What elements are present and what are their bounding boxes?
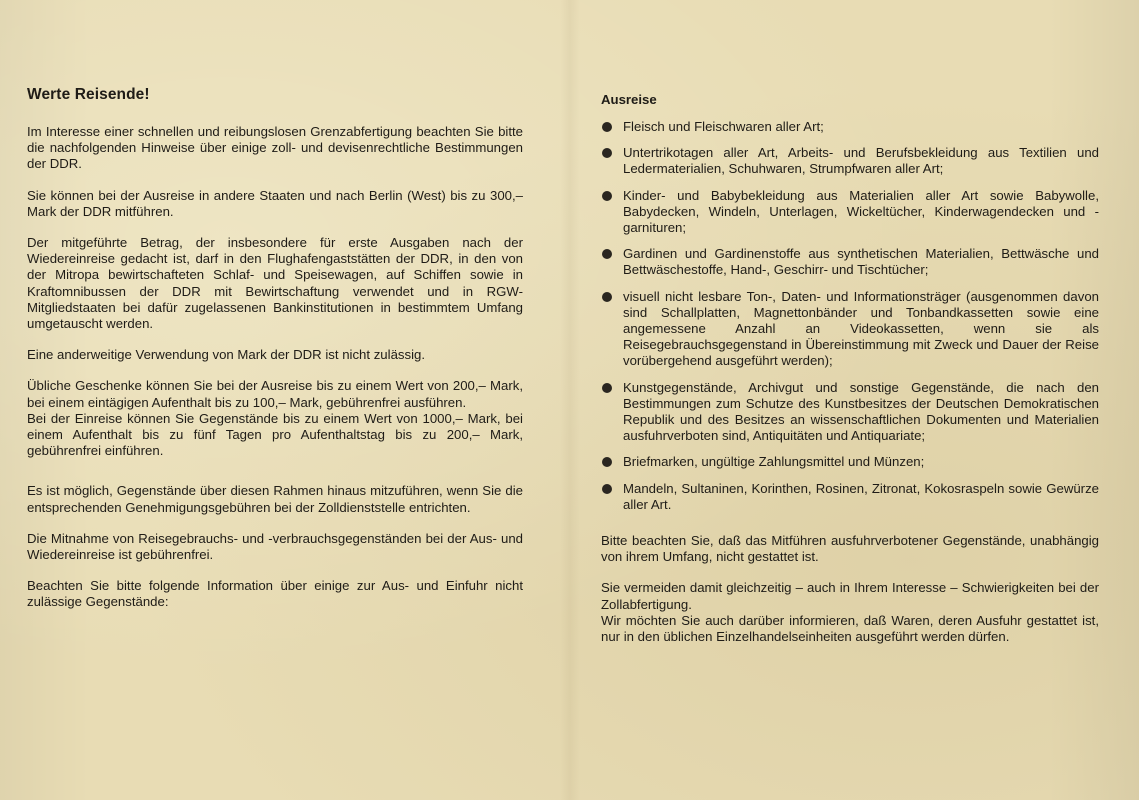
- currency-limit-paragraph: Sie können bei der Ausreise in andere Staaten und nach Berlin (West) bis zu 300,– Mark der DDR mitführen.: [27, 187, 523, 219]
- bullet-icon: [602, 148, 612, 158]
- list-item-text: Untertrikotagen aller Art, Arbeits- und Berufsbekleidung aus Textilien und Ledermaterialien, Schuhwaren, Strumpfwaren aller Art;: [623, 145, 1099, 177]
- list-item: [601, 454, 1099, 470]
- list-item-text: visuell nicht lesbare Ton-, Daten- und Informationsträger (ausgenommen davon sind Schallplatten, Magnettonbänder und Tonbandkassetten sowie eine angemessene Anzahl an Videokassetten, wenn sie als Reisegebrauchsgegenstand in Übereinstimmung mit Zweck und Dauer der Reise vorübergehend ausgeführt werden);: [623, 288, 1099, 369]
- permit-fees-paragraph: Es ist möglich, Gegenstände über diesen Rahmen hinaus mitzuführen, wenn Sie die entsprechenden Genehmigungsgebühren bei der Zolldienststelle entrichten.: [27, 483, 523, 515]
- list-item-text: Mandeln, Sultaninen, Korinthen, Rosinen, Zitronat, Kokosraspeln sowie Gewürze aller Art.: [623, 480, 1099, 512]
- list-item: [601, 188, 1099, 237]
- list-item: [601, 481, 1099, 513]
- list-item: [601, 145, 1099, 177]
- retail-units-paragraph: Wir möchten Sie auch darüber informieren, daß Waren, deren Ausfuhr gestattet ist, nur in den üblichen Einzelhandelseinheiten ausgeführt werden dürfen.: [601, 612, 1099, 645]
- list-item-text: Fleisch und Fleischwaren aller Art;: [623, 119, 824, 134]
- bullet-icon: [602, 191, 612, 201]
- page-fold: [560, 0, 580, 800]
- intro-paragraph: Im Interesse einer schnellen und reibungslosen Grenzabfertigung beachten Sie bitte die nachfolgenden Hinweise über einige zoll- und devisenrechtliche Bestimmungen der DDR.: [27, 124, 523, 172]
- bullet-icon: [602, 122, 612, 132]
- list-item-text: Kunstgegenstände, Archivgut und sonstige Gegenstände, die nach den Bestimmungen zum Schutze des Kunstbesitzes der Deutschen Demokratischen Republik und des Besitzes an wissenschaftlichen Dokumenten und Materialien ausfuhrverboten sind, Antiquitäten und Antiquariate;: [623, 379, 1099, 444]
- bullet-icon: [602, 249, 612, 259]
- currency-usage-paragraph: Der mitgeführte Betrag, der insbesondere für erste Ausgaben nach der Wiedereinreise gedacht ist, darf in den Flughafengaststätten der DDR, in den von der Mitropa bewirtschafteten Schlaf- und Speisewagen, auf Schiffen sowie in Kraftomnibussen der DDR mit Bewirtschaftung verwendet und in RGW-Mitgliedstaaten bei dafür zugelassenen Bankinstitutionen in bestimmtem Umfang umgetauscht werden.: [27, 235, 523, 332]
- bullet-icon: [602, 484, 612, 494]
- prohibited-intro-paragraph: Beachten Sie bitte folgende Information über einige zur Aus- und Einfuhr nicht zulässige Gegenstände:: [27, 578, 523, 610]
- list-item-text: Kinder- und Babybekleidung aus Materialien aller Art sowie Babywolle, Babydecken, Windeln, Unterlagen, Wickeltücher, Kinderwagendecken und -garnituren;: [623, 187, 1099, 236]
- list-item: [601, 246, 1099, 278]
- list-item-text: Gardinen und Gardinenstoffe aus synthetischen Materialien, Bettwäsche und Bettwäschestoffe, Hand-, Geschirr- und Tischtücher;: [623, 246, 1099, 278]
- bullet-icon: [602, 383, 612, 393]
- list-item: [601, 289, 1099, 370]
- right-column: [601, 92, 1099, 660]
- prohibited-items-list: [601, 119, 1099, 513]
- list-item-text: Briefmarken, ungültige Zahlungsmittel und Münzen;: [623, 454, 925, 470]
- gifts-import-paragraph: Bei der Einreise können Sie Gegenstände bis zu einem Wert von 1000,– Mark, bei einem Aufenthalt bis zu fünf Tagen pro Aufenthaltstag bis zu 200,– Mark, gebührenfrei einführen.: [27, 410, 523, 459]
- bullet-icon: [602, 457, 612, 467]
- export-ban-paragraph: Bitte beachten Sie, daß das Mitführen ausfuhrverbotener Gegenstände, unabhängig von ihrem Umfang, nicht gestattet ist.: [601, 533, 1099, 565]
- section-heading-ausreise: Ausreise: [601, 92, 657, 107]
- left-column: [27, 86, 523, 626]
- list-item: [601, 380, 1099, 445]
- travel-goods-paragraph: Die Mitnahme von Reisegebrauchs- und -verbrauchsgegenständen bei der Aus- und Wiedereinreise ist gebührenfrei.: [27, 530, 523, 563]
- list-item: [601, 119, 1099, 135]
- page-title: Werte Reisende!: [27, 86, 150, 103]
- bullet-icon: [602, 292, 612, 302]
- avoid-difficulties-paragraph: Sie vermeiden damit gleichzeitig – auch in Ihrem Interesse – Schwierigkeiten bei der Zollabfertigung.: [601, 580, 1099, 612]
- currency-restriction-paragraph: Eine anderweitige Verwendung von Mark der DDR ist nicht zulässig.: [27, 347, 426, 363]
- gifts-export-paragraph: Übliche Geschenke können Sie bei der Ausreise bis zu einem Wert von 200,– Mark, bei einem eintägigen Aufenthalt bis zu 100,– Mark, gebührenfrei ausführen.: [27, 378, 523, 410]
